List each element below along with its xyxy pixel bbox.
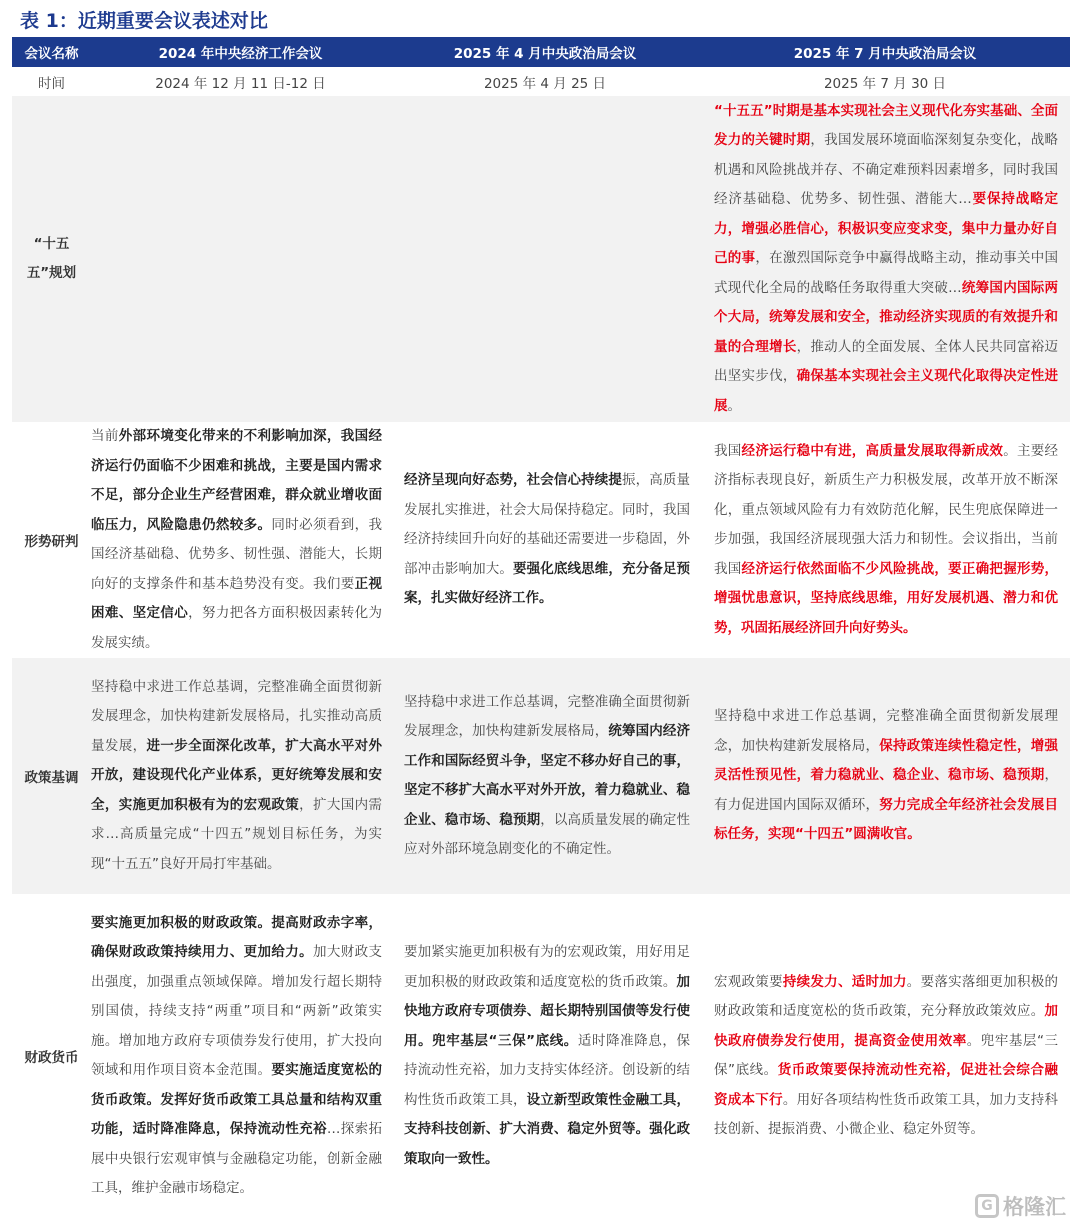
- comparison-table: [12, 37, 1070, 1218]
- date-row: [12, 67, 1070, 96]
- text-segment: 。要落实落细更加积极的财政政策和适度宽松的货币政策，充分释放政策效应。: [714, 973, 1059, 1019]
- table-row-fiscal-monetary: [12, 894, 1070, 1218]
- cell-plan-2024: [91, 96, 390, 422]
- row-label-plan: “十五五”规划: [12, 96, 91, 422]
- text-segment: 经济运行稳中有进，高质量发展取得新成效: [741, 442, 1004, 459]
- text-segment: 坚持稳中求进工作总基调，完整准确全面贯彻新发展理念，加快构建新发展格局，: [714, 708, 1058, 754]
- header-2025-april-politburo: 2025 年 4 月中央政治局会议: [390, 37, 700, 67]
- text-segment: 经济呈现向好态势，社会信心持续提: [404, 472, 622, 489]
- table-row-situation: [12, 422, 1070, 658]
- text-segment: 要保持战略定力，增强必胜信心，积极识变应变求变，集中力量办好自己的事: [714, 191, 1059, 267]
- text-segment: 。用好各项结构性货币政策工具，加力支持科技创新、提振消费、小微企业、稳定外贸等。: [714, 1091, 1059, 1137]
- text-segment: 保持政策连续性稳定性，增强灵活性预见性，着力稳就业、稳企业、稳市场、稳预期: [714, 737, 1058, 784]
- cell-fiscal-2025-july: [700, 894, 1070, 1218]
- text-segment: ，在激烈国际竞争中赢得战略主动，推动事关中国式现代化全局的战略任务取得重大突破…: [714, 250, 1058, 296]
- text-segment: 持续发力、适时加力: [782, 973, 907, 990]
- text-segment: ，有力促进国内国际双循环，: [714, 767, 1058, 813]
- text-segment: 适时降准降息，保持流动性充裕，加力支持实体经济。创设新的结构性货币政策工具，: [404, 1032, 691, 1108]
- row-label-policy-tone: 政策基调: [12, 658, 91, 894]
- watermark-text: 格隆汇: [1003, 1195, 1066, 1219]
- text-segment: ，推动人的全面发展、全体人民共同富裕迈出坚实步伐，: [714, 338, 1058, 385]
- text-segment: 确保基本实现社会主义现代化取得决定性进展: [714, 368, 1058, 414]
- text-segment: 同时必须看到，我国经济基础稳、优势多、韧性强、潜能大，长期向好的支撑条件和基本趋势没有变。我们要: [91, 516, 382, 592]
- text-segment: 坚持稳中求进工作总基调，完整准确全面贯彻新发展理念，加快构建新发展格局，: [404, 693, 690, 739]
- table-row-policy-tone: [12, 658, 1070, 894]
- text-segment: 当前: [91, 428, 119, 444]
- page-title: 表 1：近期重要会议表述对比: [20, 10, 268, 32]
- text-segment: 加大财政支出强度，加强重点领域保障。增加发行超长期特别国债，持续支持“两重”项目和“两新”政策实施。增加地方政府专项债券发行使用，扩大投向领域和用作项目资本金范围。: [91, 944, 382, 1078]
- text-segment: 。兜牢基层“三保”底线。: [714, 1032, 1058, 1078]
- text-segment: 经济运行依然面临不少风险挑战，要正确把握形势，增强忧患意识，坚持底线思维，用好发展机遇、潜力和优势，巩固拓展经济回升向好势头。: [714, 560, 1059, 636]
- table-header-row: [12, 37, 1070, 67]
- cell-policy-2025-april: [390, 658, 700, 894]
- text-segment: 加快地方政府专项债券、超长期特别国债等发行使用。兜牢基层“三保”底线。: [404, 973, 690, 1049]
- date-row-label: 时间: [38, 75, 65, 92]
- text-segment: ，我国发展环境面临深刻复杂变化，战略机遇和风险挑战并存、不确定难预料因素增多，同时我国经济基础稳、优势多、韧性强、潜能大…: [714, 132, 1059, 208]
- text-segment: ，努力把各方面积极因素转化为发展实绩。: [91, 605, 382, 651]
- header-2024-ceconomic-conference: 2024 年中央经济工作会议: [91, 37, 390, 67]
- date-2025-april: 2025 年 4 月 25 日: [483, 75, 607, 92]
- text-segment: ，扩大国内需求…高质量完成“十四五”规划目标任务，为实现“十五五”良好开局打牢基础。: [91, 796, 382, 872]
- text-segment: 我国: [714, 442, 742, 459]
- text-segment: 外部环境变化带来的不利影响加深，我国经济运行仍面临不少困难和挑战，主要是国内需求不足，部分企业生产经营困难，群众就业增收面临压力，风险隐患仍然较多。: [91, 428, 382, 533]
- watermark: [975, 1191, 1066, 1221]
- text-segment: 设立新型政策性金融工具，支持科技创新、扩大消费、稳定外贸等。强化政策取向一致性。: [404, 1091, 690, 1167]
- text-segment: 坚持稳中求进工作总基调，完整准确全面贯彻新发展理念，加快构建新发展格局，扎实推动高质量发展，: [91, 678, 382, 754]
- text-segment: 要加紧实施更加积极有为的宏观政策，用好用足更加积极的财政政策和适度宽松的货币政策。: [404, 944, 690, 990]
- row-label-fiscal-monetary: 财政货币: [24, 1050, 79, 1066]
- text-segment: 振，高质量发展扎实推进，社会大局保持稳定。同时，我国经济持续回升向好的基础还需要进一步稳固，外部冲击影响加大。: [404, 472, 690, 577]
- text-segment: 正视困难、坚定信心: [91, 575, 382, 621]
- cell-situation-2024: [91, 422, 390, 658]
- gelonghui-logo-icon: G: [975, 1194, 999, 1218]
- date-2025-july: 2025 年 7 月 30 日: [823, 75, 947, 92]
- text-segment: 统筹国内国际两个大局，统筹发展和安全，推动经济实现质的有效提升和量的合理增长: [714, 279, 1059, 355]
- text-segment: 。: [727, 397, 741, 414]
- text-segment: 要实施更加积极的财政政策。提高财政赤字率，确保财政政策持续用力、更加给力。: [91, 914, 382, 960]
- text-segment: 。主要经济指标表现良好，新质生产力积极发展，改革开放不断深化，重点领域风险有力有效防范化解，民生兜底保障进一步加强，我国经济展现强大活力和韧性。会议指出，当前我国: [714, 442, 1059, 577]
- text-segment: 加快政府债券发行使用，提高资金使用效率: [714, 1003, 1058, 1049]
- cell-policy-2024: [91, 658, 390, 894]
- text-segment: 要强化底线思维，充分备足预案，扎实做好经济工作。: [404, 560, 690, 607]
- text-segment: “十五五”时期是基本实现社会主义现代化夯实基础、全面发力的关键时期: [714, 102, 1058, 149]
- text-segment: 货币政策要保持流动性充裕，促进社会综合融资成本下行: [714, 1062, 1058, 1108]
- cell-situation-2025-april: [390, 422, 700, 658]
- text-segment: ，以高质量发展的确定性应对外部环境急剧变化的不确定性。: [404, 811, 690, 857]
- text-segment: 统筹国内经济工作和国际经贸斗争，坚定不移办好自己的事，坚定不移扩大高水平对外开放，着力稳就业、稳企业、稳市场、稳预期: [404, 723, 690, 828]
- text-segment: 努力完成全年经济社会发展目标任务，实现“十四五”圆满收官。: [714, 796, 1058, 843]
- cell-fiscal-2024: [91, 894, 390, 1218]
- text-segment: …探索拓展中央银行宏观审慎与金融稳定功能，创新金融工具，维护金融市场稳定。: [91, 1121, 382, 1196]
- text-segment: 要实施适度宽松的货币政策。发挥好货币政策工具总量和结构双重功能，适时降准降息，保持流动性充裕: [91, 1062, 382, 1137]
- row-label-situation: 形势研判: [24, 534, 79, 550]
- text-segment: 宏观政策要: [714, 973, 783, 990]
- cell-situation-2025-july: [700, 422, 1070, 658]
- table-row-plan: [12, 96, 1070, 422]
- text-segment: 进一步全面深化改革，扩大高水平对外开放，建设现代化产业体系，更好统筹发展和安全，实施更加积极有为的宏观政策: [91, 737, 382, 813]
- cell-fiscal-2025-april: [390, 894, 700, 1218]
- cell-plan-2025-april: [390, 96, 700, 422]
- date-2024: 2024 年 12 月 11 日-12 日: [155, 75, 326, 92]
- header-2025-july-politburo: 2025 年 7 月中央政治局会议: [700, 37, 1070, 67]
- cell-plan-2025-july: [700, 96, 1070, 422]
- header-meeting-name: 会议名称: [12, 37, 91, 67]
- cell-policy-2025-july: [700, 658, 1070, 894]
